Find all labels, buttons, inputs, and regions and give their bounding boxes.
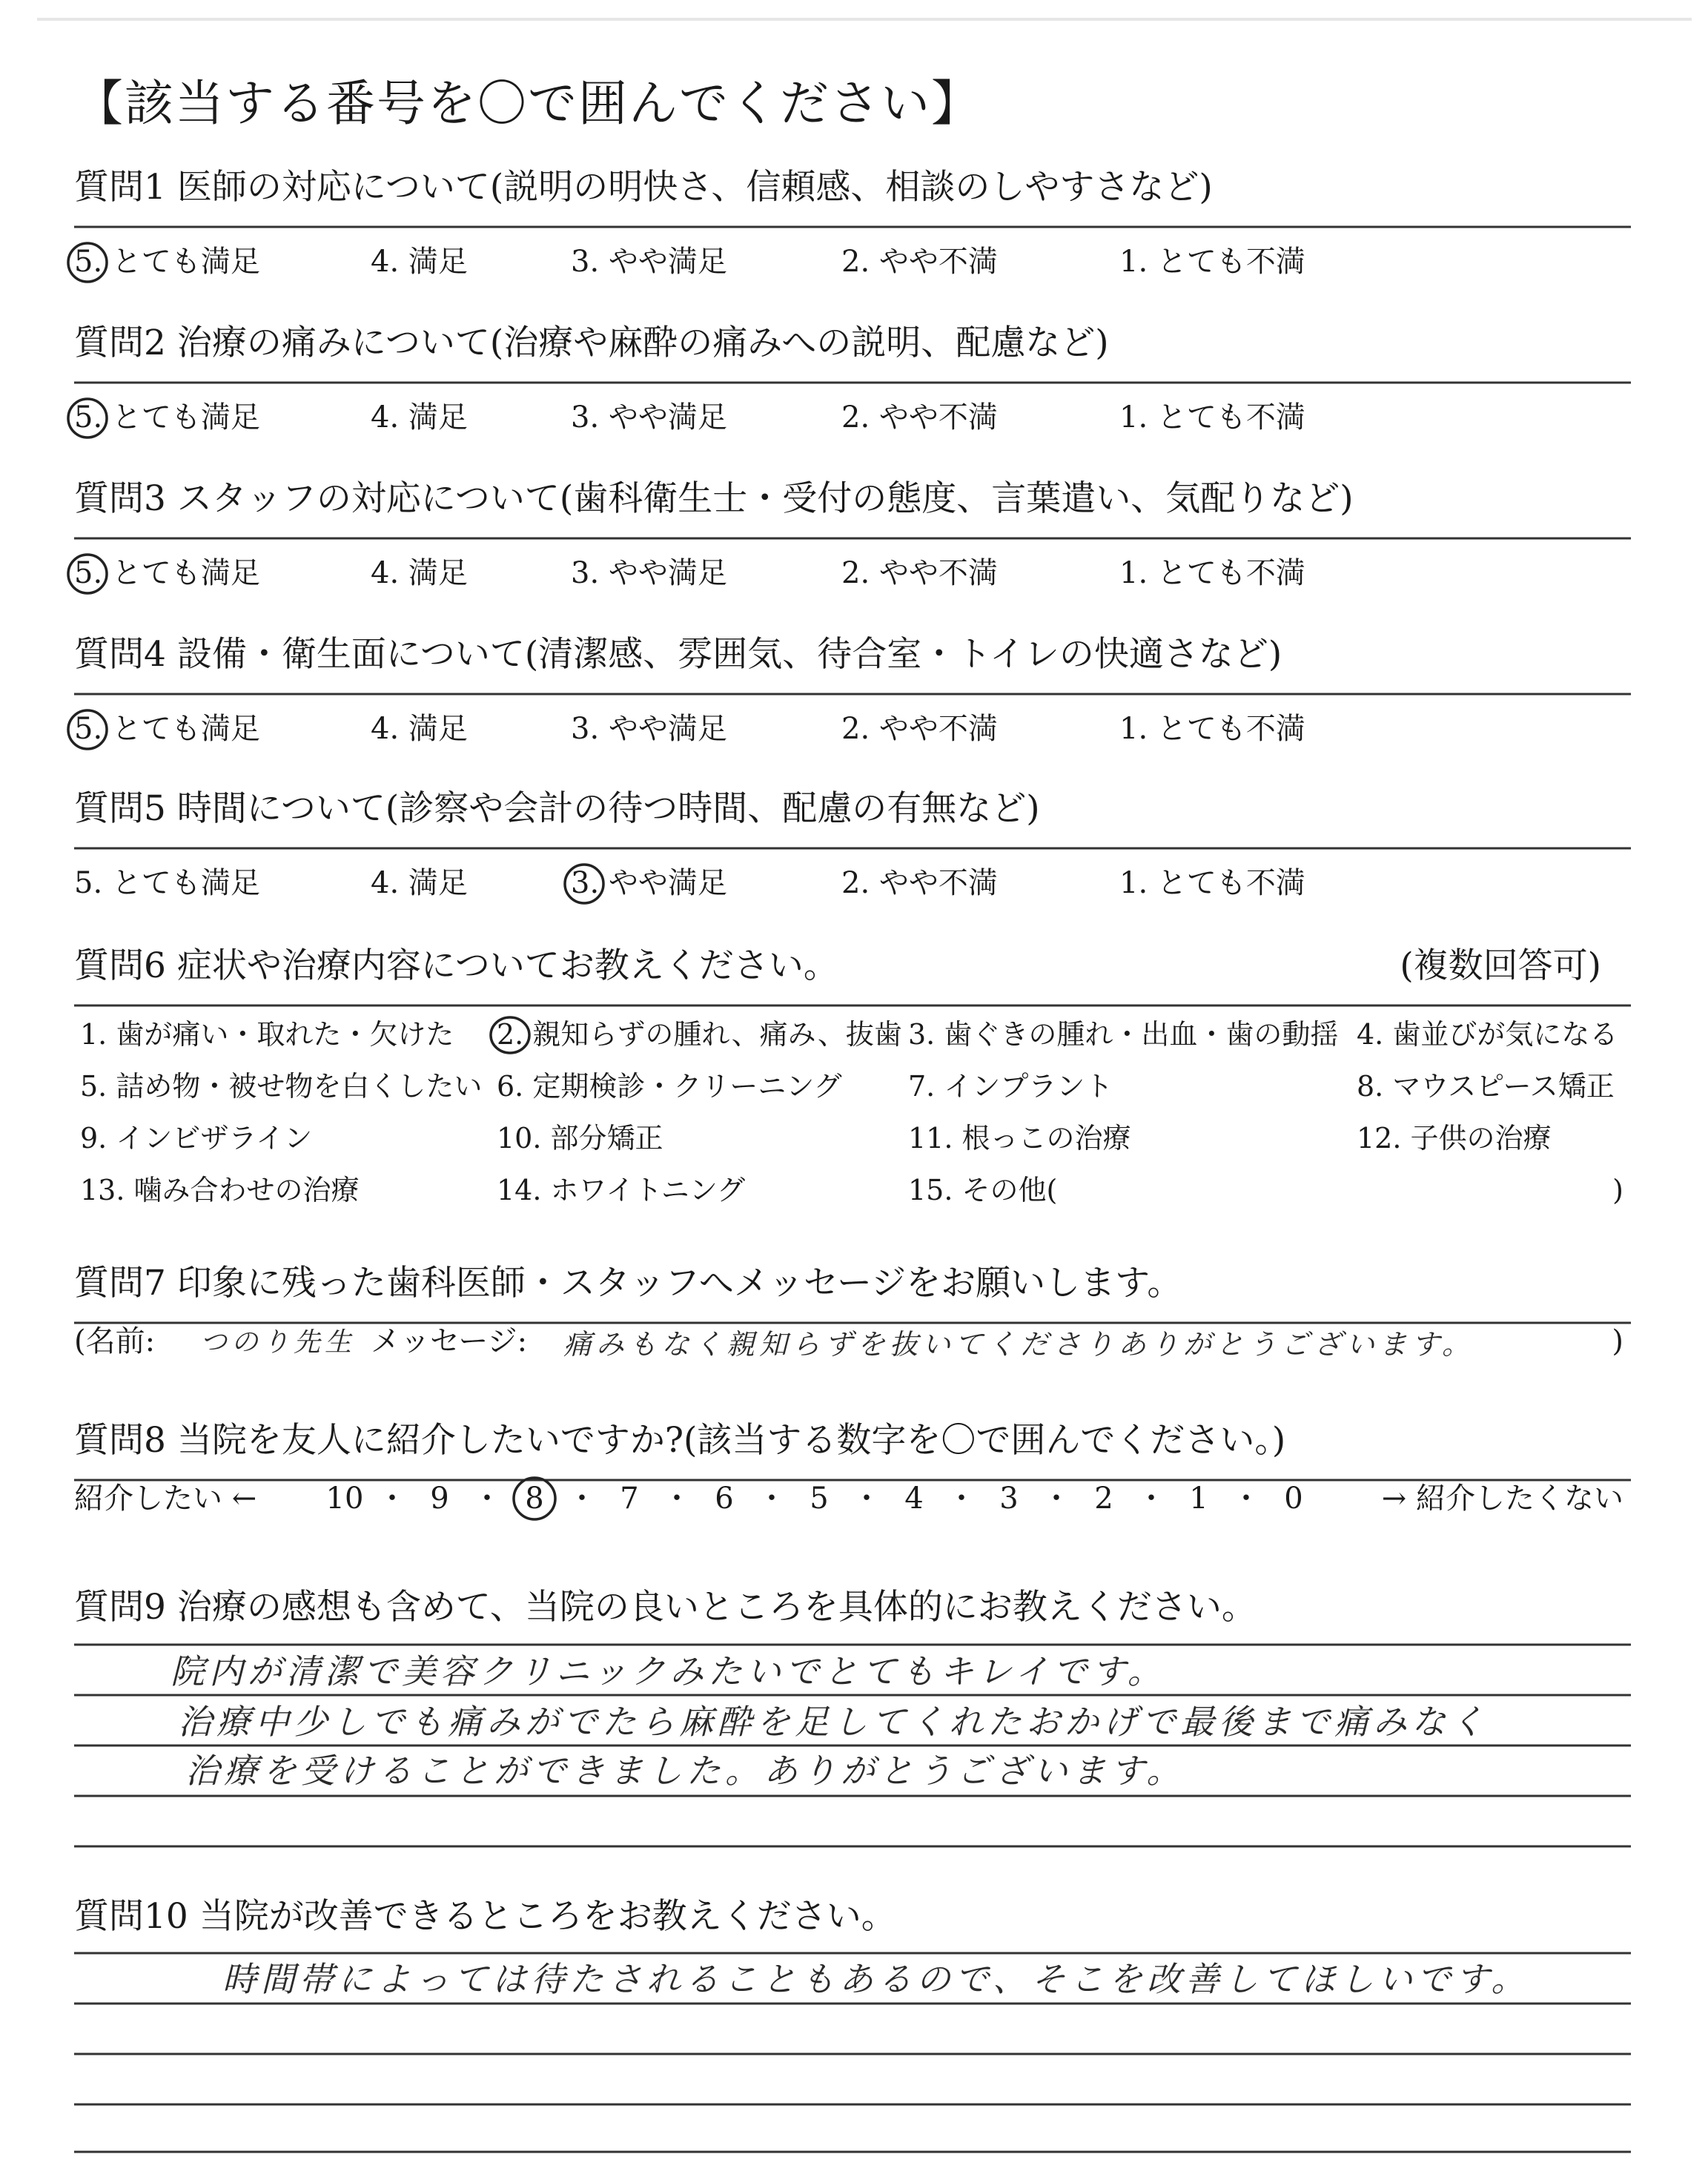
question-8-separator: ・	[947, 1482, 976, 1516]
question-7-name-value: つのり先生	[200, 1327, 357, 1358]
question-3-option-3: 3. やや満足	[571, 556, 727, 590]
question-6-option-5: 5. 詰め物・被せ物を白くしたい	[80, 1070, 483, 1103]
question-8-scale-3: 3	[999, 1482, 1019, 1516]
question-3-option-4: 4. 満足	[371, 556, 468, 590]
question-8-separator: ・	[1042, 1482, 1071, 1516]
question-8-scale-2: 2	[1094, 1482, 1113, 1516]
question-8-separator: ・	[1136, 1482, 1166, 1516]
question-4-option-2: 2. やや不満	[841, 712, 998, 746]
question-8-scale-10: 10	[325, 1482, 364, 1516]
question-8-scale-1: 1	[1189, 1482, 1208, 1516]
question-6-option-8: 8. マウスピース矯正	[1357, 1070, 1615, 1103]
question-6-option-close: )	[1612, 1174, 1623, 1206]
question-8-separator: ・	[662, 1482, 692, 1516]
question-2-option-4: 4. 満足	[371, 400, 468, 435]
question-9-answer-line-3: 治療を受けることができました。ありがとうございます。	[185, 1751, 1185, 1791]
question-5-option-2: 2. やや不満	[841, 866, 998, 900]
question-10-answer-line-1: 時間帯によっては待たされることもあるので、そこを改善してほしいです。	[222, 1959, 1530, 1999]
question-6-note: (複数回答可)	[1400, 945, 1601, 986]
question-2-title: 質問2 治療の痛みについて(治療や麻酔の痛みへの説明、配慮など)	[74, 323, 1109, 363]
question-6-title: 質問6 症状や治療内容についてお教えください。	[74, 945, 838, 986]
question-5-option-1: 1. とても不満	[1119, 866, 1305, 900]
question-1-title: 質問1 医師の対応について(説明の明快さ、信頼感、相談のしやすさなど)	[74, 167, 1213, 208]
question-8-separator: ・	[1231, 1482, 1261, 1516]
question-7-title: 質問7 印象に残った歯科医師・スタッフへメッセージをお願いします。	[74, 1263, 1182, 1304]
question-8-scale-7: 7	[620, 1482, 639, 1516]
question-8-scale-0: 0	[1284, 1482, 1303, 1516]
question-6-option-10: 10. 部分矯正	[497, 1122, 663, 1155]
question-3-option-2: 2. やや不満	[841, 556, 998, 590]
question-6-option-11: 11. 根っこの治療	[908, 1122, 1131, 1155]
question-7-message-label: メッセージ:	[371, 1324, 528, 1358]
question-8-scale-5: 5	[810, 1482, 829, 1516]
question-4-option-1: 1. とても不満	[1119, 712, 1305, 746]
question-5-title: 質問5 時間について(診察や会計の待つ時間、配慮の有無など)	[74, 788, 1040, 829]
question-8-title: 質問8 当院を友人に紹介したいですか?(該当する数字を〇で囲んでください。)	[74, 1420, 1286, 1461]
question-6-option-9: 9. インビザライン	[80, 1122, 313, 1155]
question-8-scale-6: 6	[715, 1482, 734, 1516]
question-5-option-5: 5. とても満足	[74, 866, 260, 900]
question-2-option-2: 2. やや不満	[841, 400, 998, 435]
question-8-scale-4: 4	[904, 1482, 924, 1516]
question-8-separator: ・	[567, 1482, 597, 1516]
question-8-separator: ・	[472, 1482, 502, 1516]
question-5-option-4: 4. 満足	[371, 866, 468, 900]
question-8-left-label: 紹介したい ←	[74, 1482, 257, 1516]
question-8-right-label: → 紹介したくない	[1381, 1482, 1623, 1516]
question-8-scale-9: 9	[430, 1482, 449, 1516]
question-7-close: )	[1612, 1324, 1623, 1358]
question-9-title: 質問9 治療の感想も含めて、当院の良いところを具体的にお教えください。	[74, 1587, 1257, 1628]
question-1-option-3: 3. やや満足	[571, 245, 727, 279]
question-6-option-13: 13. 噛み合わせの治療	[80, 1174, 360, 1206]
question-6-option-15: 15. その他(	[908, 1174, 1058, 1206]
question-4-option-3: 3. やや満足	[571, 712, 727, 746]
question-2-option-1: 1. とても不満	[1119, 400, 1305, 435]
question-6-option-6: 6. 定期検診・クリーニング	[497, 1070, 842, 1103]
question-5-option-3: 3. やや満足	[571, 866, 727, 900]
question-4-title: 質問4 設備・衛生面について(清潔感、雰囲気、待合室・トイレの快適さなど)	[74, 634, 1282, 675]
question-6-option-3: 3. 歯ぐきの腫れ・出血・歯の動揺	[908, 1018, 1339, 1051]
question-2-option-5: 5. とても満足	[74, 400, 260, 435]
question-1-option-5: 5. とても満足	[74, 245, 260, 279]
question-8-separator: ・	[757, 1482, 787, 1516]
question-9-answer-line-2: 治療中少しでも痛みがでたら麻酔を足してくれたおかげで最後まで痛みなく	[178, 1702, 1489, 1742]
question-6-option-12: 12. 子供の治療	[1357, 1122, 1552, 1155]
question-6-option-2: 2. 親知らずの腫れ、痛み、抜歯	[497, 1018, 902, 1051]
question-3-option-5: 5. とても満足	[74, 556, 260, 590]
question-2-option-3: 3. やや満足	[571, 400, 727, 435]
question-9-answer-line-1: 院内が清潔で美容クリニックみたいでとてもキレイです。	[171, 1651, 1166, 1691]
question-8-separator: ・	[377, 1482, 407, 1516]
question-6-option-4: 4. 歯並びが気になる	[1357, 1018, 1618, 1051]
question-4-option-5: 5. とても満足	[74, 712, 260, 746]
question-6-option-1: 1. 歯が痛い・取れた・欠けた	[80, 1018, 454, 1051]
question-7-name-label: (名前:	[74, 1324, 156, 1358]
question-6-option-14: 14. ホワイトニング	[497, 1174, 746, 1206]
question-6-option-7: 7. インプラント	[908, 1070, 1113, 1103]
question-10-title: 質問10 当院が改善できるところをお教えください。	[74, 1896, 896, 1937]
question-7-message-value: 痛みもなく親知らずを抜いてくださりありがとうございます。	[563, 1328, 1474, 1361]
question-3-option-1: 1. とても不満	[1119, 556, 1305, 590]
question-1-option-4: 4. 満足	[371, 245, 468, 279]
question-1-option-1: 1. とても不満	[1119, 245, 1305, 279]
question-3-title: 質問3 スタッフの対応について(歯科衛生士・受付の態度、言葉遣い、気配りなど)	[74, 478, 1354, 519]
question-4-option-4: 4. 満足	[371, 712, 468, 746]
page-header: 【該当する番号を〇で囲んでください】	[74, 75, 982, 132]
question-1-option-2: 2. やや不満	[841, 245, 998, 279]
question-8-scale-8: 8	[525, 1482, 544, 1516]
question-8-separator: ・	[852, 1482, 881, 1516]
